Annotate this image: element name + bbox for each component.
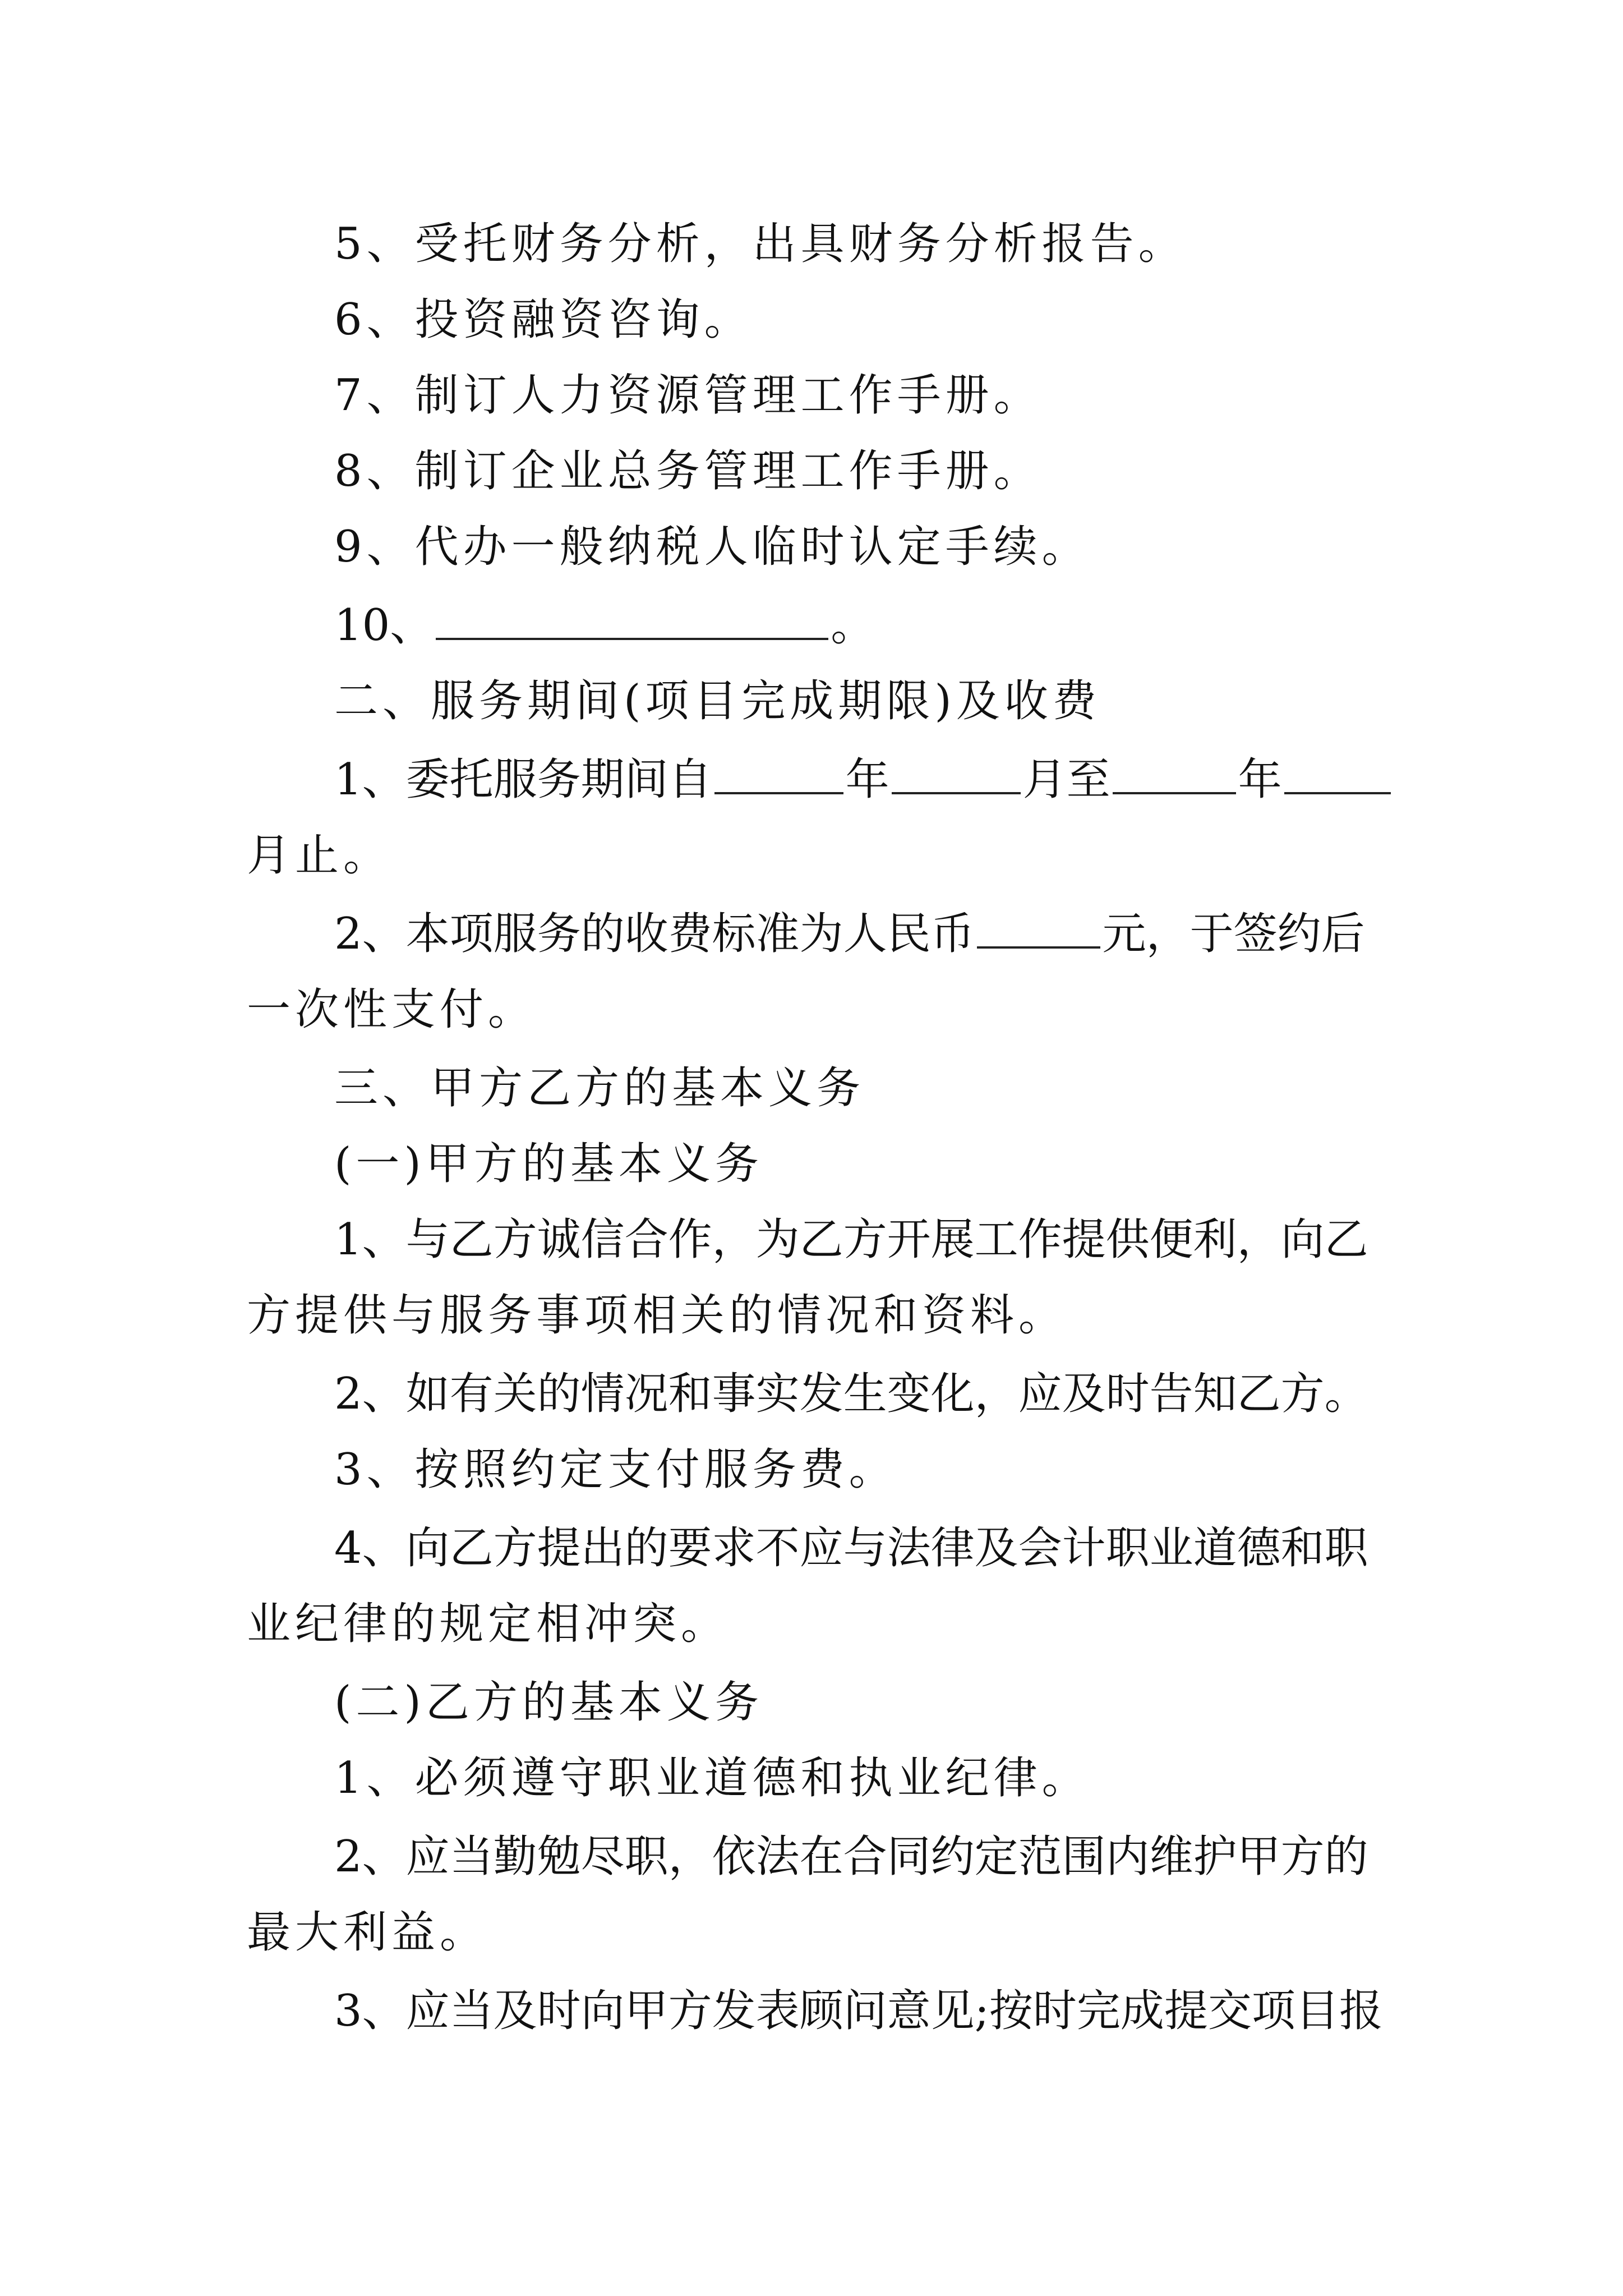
start-year-blank[interactable] xyxy=(714,747,843,794)
period-line-cont: 月止。 xyxy=(247,830,392,881)
party-a-heading: (一)甲方的基本义务 xyxy=(334,1139,763,1189)
party-a-item-2: 2、如有关的情况和事实发生变化，应及时告知乙方。 xyxy=(334,1369,1368,1419)
period-line xyxy=(247,746,1391,813)
item10-suffix: 。 xyxy=(831,600,875,651)
party-b-item-2: 2、应当勤勉尽职，依法在合同约定范围内维护甲方的 xyxy=(334,1832,1368,1882)
item10-prefix: 10、 xyxy=(334,600,434,651)
party-a-item-3: 3、按照约定支付服务费。 xyxy=(334,1444,897,1495)
section2-heading: 二、服务期间(项目完成期限)及收费 xyxy=(334,676,1101,726)
start-month-blank[interactable] xyxy=(892,747,1021,794)
fee-text-2: 元，于签约后 xyxy=(1102,909,1365,959)
party-a-item-1-cont: 方提供与服务事项相关的情况和资料。 xyxy=(247,1290,1067,1341)
service-item-6: 6、投资融资咨询。 xyxy=(334,295,753,345)
period-text-1: 1、委托服务期间自 xyxy=(334,754,712,805)
party-a-item-4-cont: 业纪律的规定相冲突。 xyxy=(247,1599,730,1649)
period-month-1: 月至 xyxy=(1022,754,1110,805)
party-b-item-3: 3、应当及时向甲方发表顾问意见;按时完成提交项目报 xyxy=(334,1986,1383,2036)
fee-amount-blank[interactable] xyxy=(977,901,1100,949)
section3-heading: 三、甲方乙方的基本义务 xyxy=(334,1063,865,1114)
party-b-item-1: 1、必须遵守职业道德和执业纪律。 xyxy=(334,1753,1090,1803)
party-b-heading: (二)乙方的基本义务 xyxy=(334,1677,763,1728)
end-month-blank[interactable] xyxy=(1284,747,1391,794)
service-item-9: 9、代办一般纳税人临时认定手续。 xyxy=(334,522,1090,572)
party-a-item-4: 4、向乙方提出的要求不应与法律及会计职业道德和职 xyxy=(334,1523,1368,1573)
service-item-10 xyxy=(247,592,1391,659)
period-year-1: 年 xyxy=(845,754,889,805)
party-b-item-2-cont: 最大利益。 xyxy=(247,1907,488,1958)
service-item-5: 5、受托财务分析，出具财务分析报告。 xyxy=(334,219,1187,269)
fee-line-cont: 一次性支付。 xyxy=(247,984,537,1035)
party-a-item-1: 1、与乙方诚信合作，为乙方开展工作提供便利，向乙 xyxy=(334,1214,1368,1265)
fee-line xyxy=(247,900,1391,968)
service-item-7: 7、制订人力资源管理工作手册。 xyxy=(334,370,1042,421)
service-item-8: 8、制订企业总务管理工作手册。 xyxy=(334,446,1042,496)
period-year-2: 年 xyxy=(1238,754,1282,805)
fee-text-1: 2、本项服务的收费标准为人民币 xyxy=(334,909,975,959)
item10-blank[interactable] xyxy=(436,593,828,640)
end-year-blank[interactable] xyxy=(1113,747,1236,794)
